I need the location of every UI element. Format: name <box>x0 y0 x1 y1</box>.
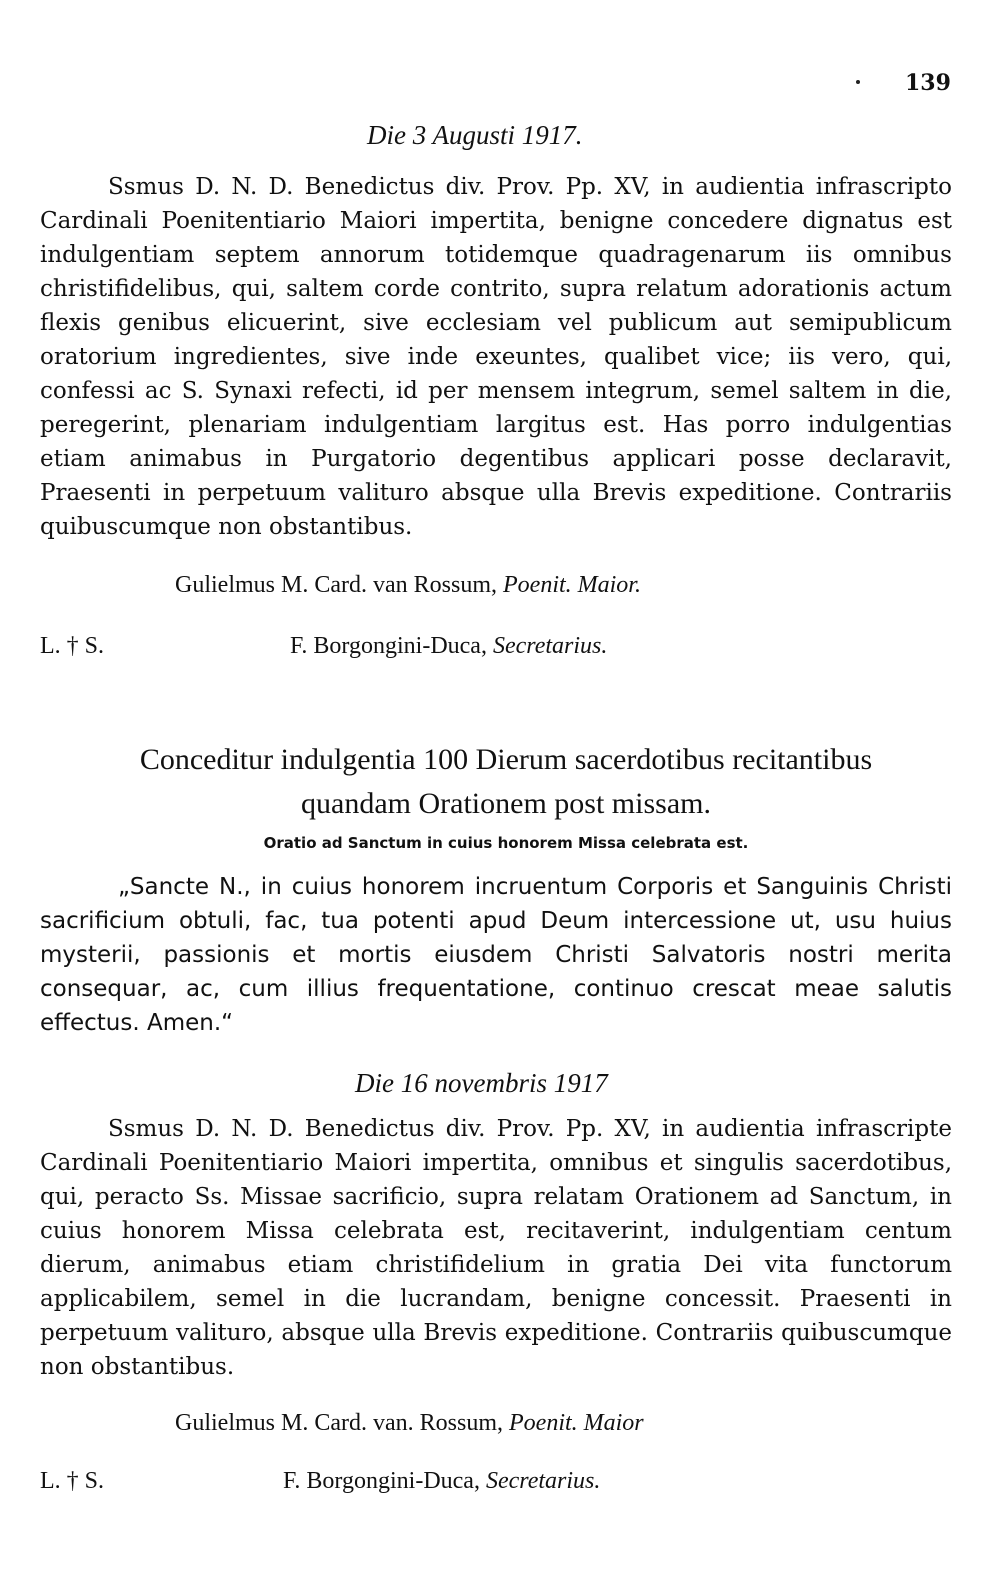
print-speck <box>856 80 860 84</box>
prayer-subheading: Oratio ad Sanctum in cuius honorem Missa celebrata est. <box>263 834 749 852</box>
signature-title: Poenit. Maior. <box>503 572 641 598</box>
signature-line-2 <box>175 1410 644 1437</box>
signature-line-1 <box>175 572 641 599</box>
secretary-name: F. Borgongini-Duca, <box>290 633 487 659</box>
decree-paragraph-2: Ssmus D. N. D. Benedictus div. Prov. Pp. XV, in audientia infrascripte Cardinali Poenitentiario Maiori impertita, omnibus et singulis sacerdotibus, qui, peracto Ss. Missae sacrificio, supra relatam Orationem ad Sanctum, in cuius honorem Missa celebrata est, recitaverint, indulgentiam centum dierum, animabus etiam christifidelium in gratia Dei vita functorum applicabilem, semel in die lucrandam, benigne concessit. Praesenti in perpetuum valituro, absque ulla Brevis expeditione. Contrariis quibuscumque non obstantibus. <box>40 1116 952 1380</box>
signature-name: Gulielmus M. Card. van. Rossum, <box>175 1410 503 1436</box>
heading-line-1: Conceditur indulgentia 100 Dierum sacerdotibus recitantibus <box>139 743 873 776</box>
secretary-title: Secretarius. <box>485 1468 601 1494</box>
signature-title: Poenit. Maior <box>509 1410 644 1436</box>
section-heading <box>40 738 972 826</box>
secretary-name: F. Borgongini-Duca, <box>283 1468 480 1494</box>
signature-name: Gulielmus M. Card. van Rossum, <box>175 572 497 598</box>
seal-mark-1: L. † S. <box>40 633 105 659</box>
secretary-title: Secretarius. <box>492 633 608 659</box>
decree-paragraph-1: Ssmus D. N. D. Benedictus div. Prov. Pp. XV, in audientia infrascripto Cardinali Poenitentiario Maiori impertita, benigne concedere dignatus est indulgentiam septem annorum totidemque quadragenarum iis omnibus christifidelibus, qui, saltem corde contrito, supra relatum adorationis actum flexis genibus elicuerint, sive ecclesiam vel publicum aut semipublicum oratorium ingredientes, sive inde exeuntes, qualibet vice; iis vero, qui, confessi ac S. Synaxi refecti, id per mensem integrum, semel saltem in die, peregerint, plenariam indulgentiam largitus est. Has porro indulgentias etiam animabus in Purgatorio degentibus applicari posse declaravit, Praesenti in perpetuum valituro absque ulla Brevis expeditione. Contrariis quibuscumque non obstantibus. <box>40 174 952 540</box>
seal-mark-2: L. † S. <box>40 1468 105 1494</box>
secretary-line-2 <box>283 1468 600 1495</box>
prayer-text: „Sancte N., in cuius honorem incruentum Corporis et Sanguinis Christi sacrificium obtuli, fac, tua potenti apud Deum intercessione ut, usu huius mysterii, passionis et mortis eiusdem Christi Salvatoris nostri merita consequar, ac, cum illius frequentatione, continuo crescat meae salutis effectus. Amen.“ <box>40 874 952 1036</box>
secretary-line-1 <box>290 633 607 660</box>
page-number: 139 <box>905 70 951 96</box>
decree-date-1: Die 3 Augusti 1917. <box>367 120 583 150</box>
decree-date-2: Die 16 novembris 1917 <box>355 1068 608 1098</box>
heading-line-2: quandam Orationem post missam. <box>301 787 711 820</box>
